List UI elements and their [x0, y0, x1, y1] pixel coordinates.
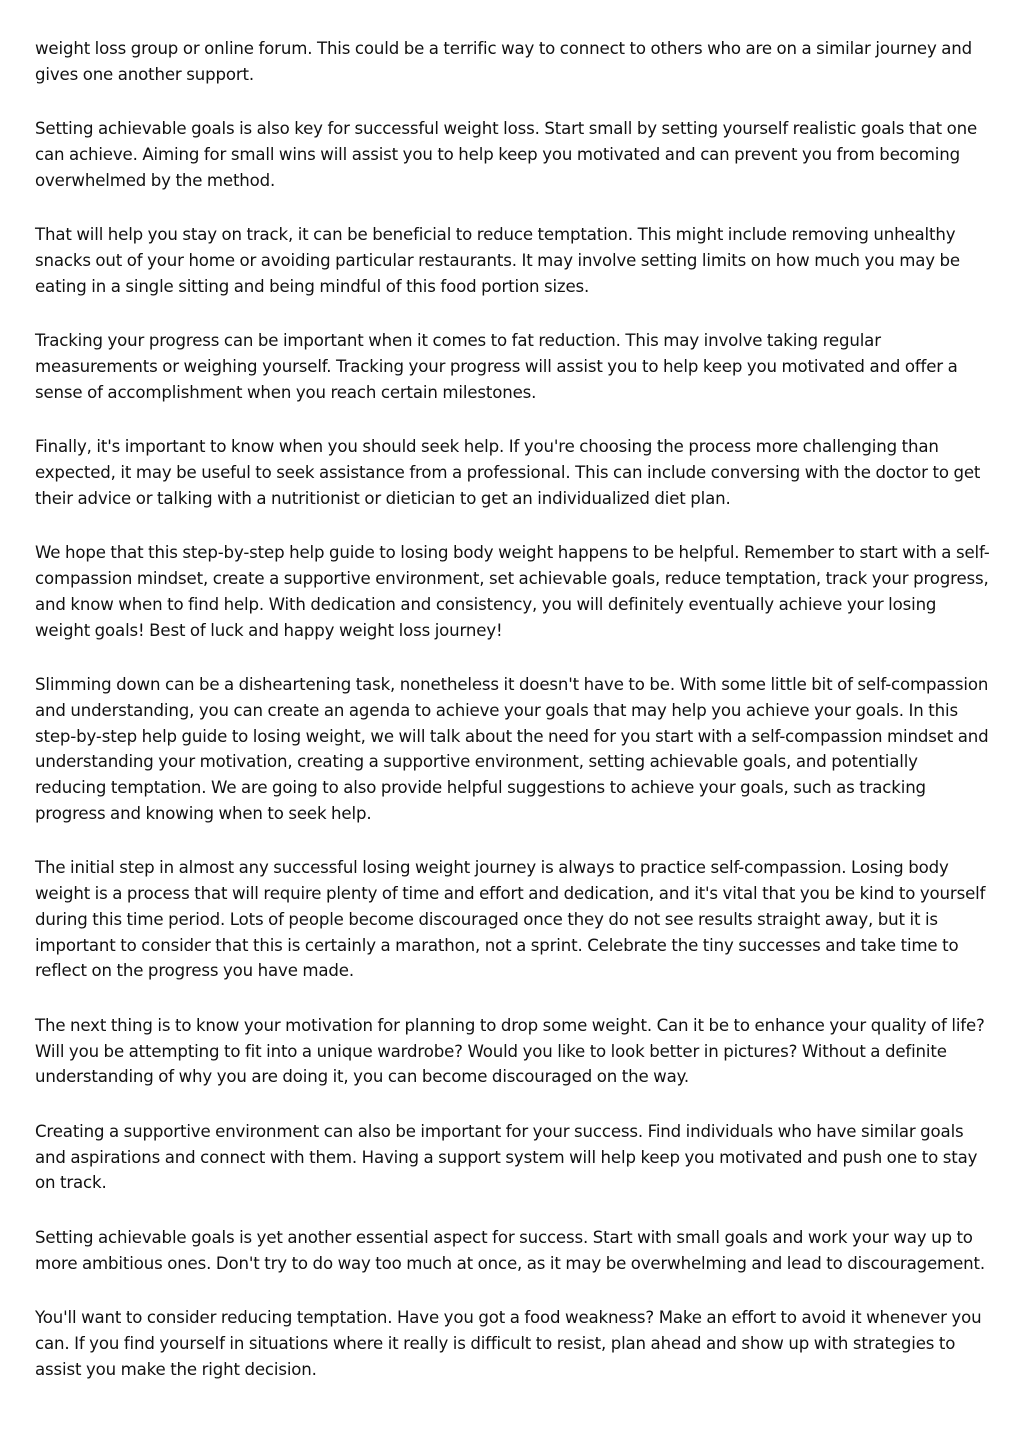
paragraph-introduction: Slimming down can be a disheartening task, nonetheless it doesn't have to be. With some little bit of self-compassion and understanding, you can create an agenda to achieve your goals that may help you achieve your goals. In this step-by-step help guide to losing weight, we will talk about the need for you start with a self-compassion mindset and understanding your motivation, creating a supportive environment, setting achievable goals, and potentially reducing temptation. We are going to also provide helpful suggestions to achieve your goals, such as tracking progress and knowing when to seek help. [35, 674, 989, 823]
paragraph-seek-help: Finally, it's important to know when you should seek help. If you're choosing the process more challenging than expected, it may be useful to seek assistance from a professional. This can include conversing with the doctor to get their advice or talking with a nutritionist or dietician to get an individualized diet plan. [35, 437, 981, 508]
paragraph-temptation-strategies: You'll want to consider reducing temptation. Have you got a food weakness? Make an effort to avoid it whenever you can. If you find yourself in situations where it really is difficult to resist, plan ahead and show up with strategies to assist you make the right decision. [35, 1308, 982, 1379]
paragraph-self-compassion: The initial step in almost any successful losing weight journey is always to practice self-compassion. Losing body weight is a process that will require plenty of time and effort and dedication, and it's vital that you be kind to yourself during this time period. Lots of people become discouraged once they do not see results straight away, but it is important to consider that this is certainly a marathon, not a sprint. Celebrate the tiny successes and take time to reflect on the progress you have made. [35, 858, 986, 981]
paragraph-reduce-temptation: That will help you stay on track, it can be beneficial to reduce temptation. This might include removing unhealthy snacks out of your home or avoiding particular restaurants. It may involve setting limits on how much you may be eating in a single sitting and being mindful of this food portion sizes. [35, 225, 960, 296]
paragraph-summary: We hope that this step-by-step help guide to losing body weight happens to be helpful. Remember to start with a self-compassion mindset, create a supportive environment, set achievable goals, reduce temptation, track your progress, and know when to find help. With dedication and consistency, you will definitely eventually achieve your losing weight goals! Best of luck and happy weight loss journey! [35, 543, 990, 640]
paragraph-motivation: The next thing is to know your motivation for planning to drop some weight. Can it be to enhance your quality of life? Will you be attempting to fit into a unique wardrobe? Would you like to look better in pictures? Without a definite understanding of why you are doing it, you can become discouraged on the way. [35, 1015, 985, 1087]
paragraph-achievable-goals: Setting achievable goals is also key for successful weight loss. Start small by setting yourself realistic goals that one can achieve. Aiming for small wins will assist you to help keep you motivated and can prevent you from becoming overwhelmed by the method. [35, 119, 977, 190]
paragraph-support-group: weight loss group or online forum. This could be a terrific way to connect to others who are on a similar journey and gives one another support. [35, 39, 973, 84]
paragraph-supportive-environment: Creating a supportive environment can also be important for your success. Find individuals who have similar goals and aspirations and connect with them. Having a support system will help keep you motivated and push one to stay on track. [35, 1121, 978, 1193]
paragraph-goal-setting: Setting achievable goals is yet another essential aspect for success. Start with small goals and work your way up to more ambitious ones. Don't try to do way too much at once, as it may be overwhelming and lead to discouragement. [35, 1227, 985, 1273]
paragraph-tracking-progress: Tracking your progress can be important when it comes to fat reduction. This may involve taking regular measurements or weighing yourself. Tracking your progress will assist you to help keep you motivated and offer a sense of accomplishment when you reach certain milestones. [35, 331, 958, 402]
document-body [35, 36, 993, 1382]
